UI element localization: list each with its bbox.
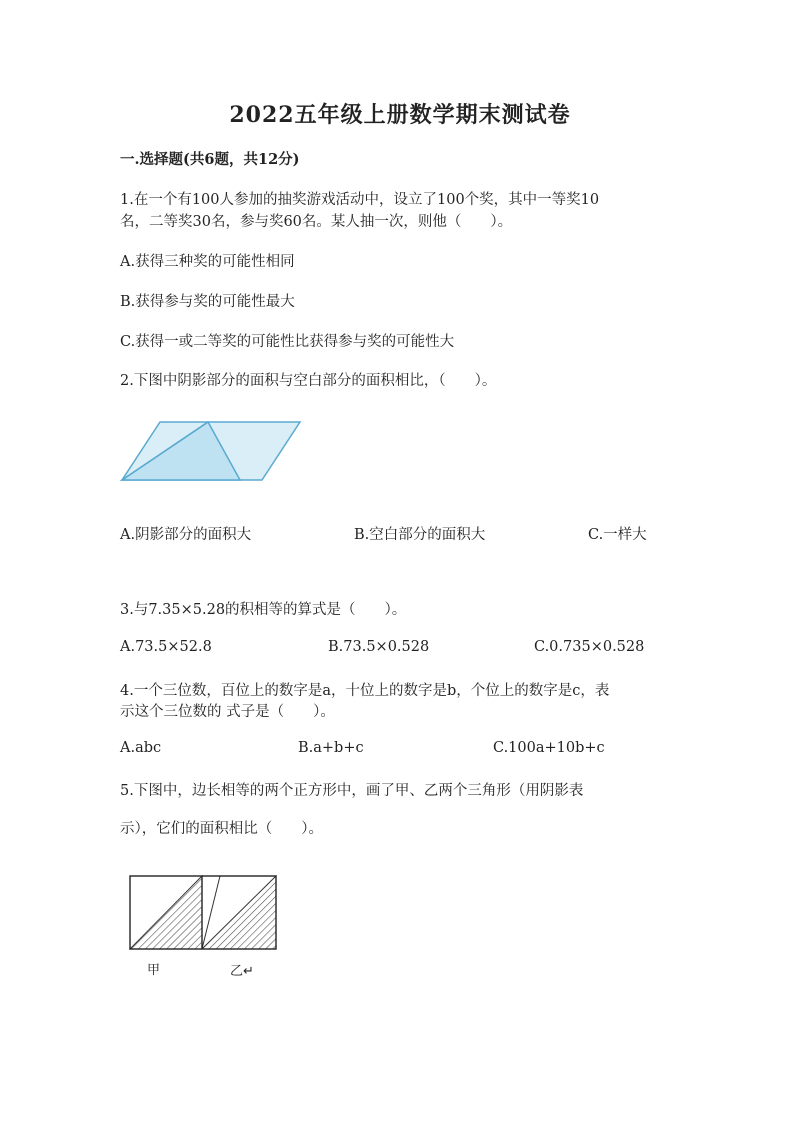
q2-option-b[interactable]: B.空白部分的面积大	[354, 527, 486, 543]
q1-line-2: 名，二等奖30名，参与奖60名。某人抽一次，则他（ ）。	[120, 214, 513, 230]
q4-line-2: 示这个三位数的 式子是（ ）。	[120, 704, 335, 720]
parallelogram-figure	[118, 418, 308, 484]
q2-option-a[interactable]: A.阴影部分的面积大	[120, 527, 252, 543]
q4-option-c[interactable]: C.100a+10b+c	[493, 740, 605, 756]
q3-option-a[interactable]: A.73.5×52.8	[120, 639, 212, 655]
q2-option-c[interactable]: C.一样大	[588, 527, 647, 543]
q4-option-a[interactable]: A.abc	[120, 740, 162, 756]
label-jia: 甲	[147, 963, 161, 978]
squares-figure	[128, 874, 278, 952]
q5-line-1: 5.下图中，边长相等的两个正方形中，画了甲、乙两个三角形（用阴影表	[120, 783, 584, 799]
q1-line-1: 1.在一个有100人参加的抽奖游戏活动中，设立了100个奖，其中一等奖10	[120, 192, 600, 208]
section-heading: 一.选择题(共6题，共12分)	[120, 151, 300, 168]
q1-option-a[interactable]: A.获得三种奖的可能性相同	[120, 254, 295, 270]
q1-option-c[interactable]: C.获得一或二等奖的可能性比获得参与奖的可能性大	[120, 334, 455, 350]
triangle-yi	[202, 876, 276, 949]
q3-option-b[interactable]: B.73.5×0.528	[328, 639, 430, 655]
q4-option-b[interactable]: B.a+b+c	[298, 740, 364, 756]
q3-option-c[interactable]: C.0.735×0.528	[534, 639, 645, 655]
label-yi: 乙↵	[230, 964, 254, 979]
q1-option-b[interactable]: B.获得参与奖的可能性最大	[120, 294, 295, 310]
q2-line-1: 2.下图中阴影部分的面积与空白部分的面积相比，（ ）。	[120, 373, 497, 389]
q3-line-1: 3.与7.35×5.28的积相等的算式是（ ）。	[120, 602, 407, 618]
page-title: 2022五年级上册数学期末测试卷	[229, 102, 571, 128]
q4-line-1: 4.一个三位数，百位上的数字是a，十位上的数字是b，个位上的数字是c，表	[120, 683, 610, 699]
triangle-jia	[130, 876, 202, 949]
q5-line-2: 示），它们的面积相比（ ）。	[120, 821, 323, 837]
